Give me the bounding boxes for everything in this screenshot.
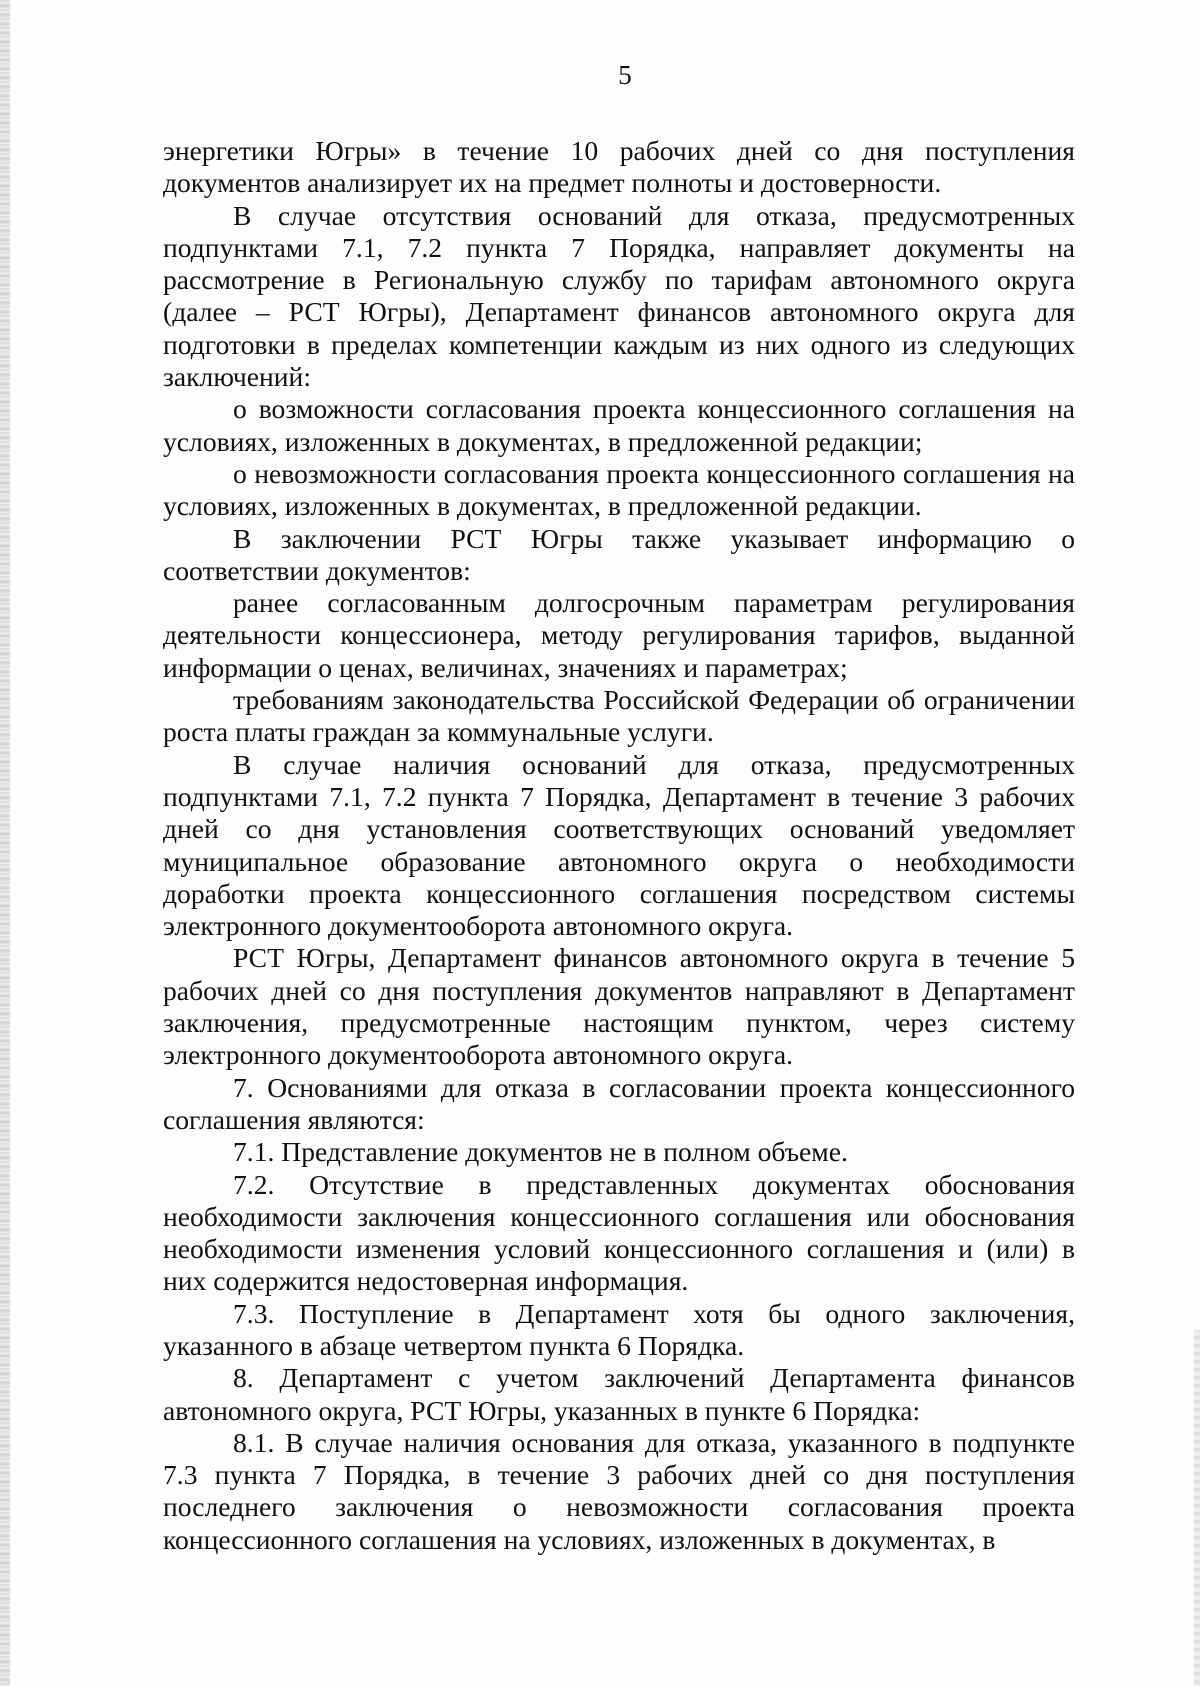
paragraph: о невозможности согласования проекта концессионного соглашения на условиях, изложенных в документах, в предложенной редакции. (163, 457, 1075, 522)
paragraph: 7.3. Поступление в Департамент хотя бы одного заключения, указанного в абзаце четвертом пункта 6 Порядка. (163, 1297, 1075, 1361)
page-number: 5 (618, 60, 632, 90)
paragraph: В случае наличия оснований для отказа, предусмотренных подпунктами 7.1, 7.2 пункта 7 Порядка, Департамент в течение 3 рабочих дней со дня установления соответствующих оснований уведомляет муниципальное образование автономного округа о необходимости доработки проекта концессионного соглашения посредством системы электронного документооборота автономного округа. (163, 748, 1075, 942)
paragraph: 7. Основаниями для отказа в согласовании проекта концессионного соглашения являются: (163, 1071, 1075, 1135)
paragraph: 7.2. Отсутствие в представленных документах обоснования необходимости заключения концессионного соглашения или обоснования необходимости изменения условий концессионного соглашения и (или) в них содержится недостоверная информация. (163, 1168, 1075, 1297)
paragraph: о возможности согласования проекта концессионного соглашения на условиях, изложенных в документах, в предложенной редакции; (163, 393, 1075, 457)
paragraph: 7.1. Представление документов не в полном объеме. (233, 1136, 848, 1168)
paragraph: 8.1. В случае наличия основания для отказа, указанного в подпункте 7.3 пункта 7 Порядка, в течение 3 рабочих дней со дня поступления последнего заключения о невозможности согласования проекта концессионного соглашения на условиях, изложенных в документах, в (163, 1426, 1075, 1555)
paragraph: 8. Департамент с учетом заключений Департамента финансов автономного округа, РСТ Югры, указанных в пункте 6 Порядка: (163, 1362, 1075, 1426)
paragraph: ранее согласованным долгосрочным параметрам регулирования деятельности концессионера, методу регулирования тарифов, выданной информации о ценах, величинах, значениях и параметрах; (163, 587, 1075, 683)
paragraph: В случае отсутствия оснований для отказа, предусмотренных подпунктами 7.1, 7.2 пункта 7 Порядка, направляет документы на рассмотрение в Региональную службу по тарифам автономного округа (далее – РСТ Югры), Департамент финансов автономного округа для подготовки в пределах компетенции каждым из них одного из следующих заключений: (163, 199, 1075, 393)
scan-edge-left (0, 0, 10, 1686)
paragraph: РСТ Югры, Департамент финансов автономного округа в течение 5 рабочих дней со дня поступления документов направляют в Департамент заключения, предусмотренные настоящим пунктом, через систему электронного документооборота автономного округа. (163, 942, 1075, 1071)
paragraph: В заключении РСТ Югры также указывает информацию о соответствии документов: (163, 522, 1075, 586)
document-body (163, 135, 1075, 1556)
paragraph: требованиям законодательства Российской Федерации об ограничении роста платы граждан за коммунальные услуги. (163, 684, 1075, 748)
paragraph: энергетики Югры» в течение 10 рабочих дней со дня поступления документов анализирует их на предмет полноты и достоверности. (163, 135, 1075, 199)
scan-edge-right (1194, 1330, 1200, 1686)
